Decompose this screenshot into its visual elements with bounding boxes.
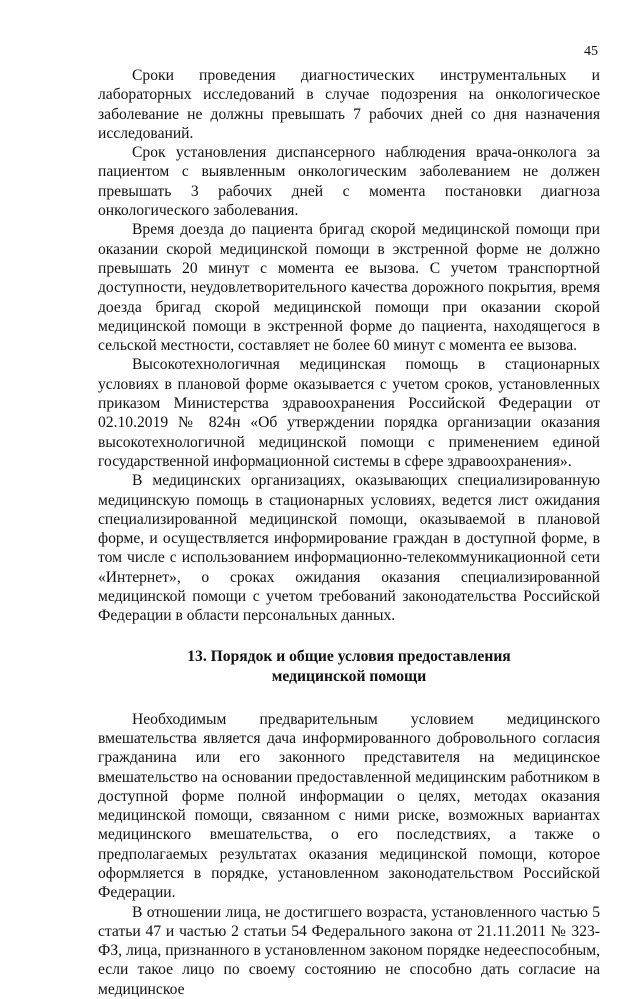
paragraph-ambulance-arrival-time: Время доезда до пациента бригад скорой медицинской помощи при оказании скорой медицинской помощи в экстренной форме не должно превышать 20 минут с момента ее вызова. С учетом транспортной доступности, неудовлетворительного качества дорожного покрытия, время доезда бригад скорой медицинской помощи при оказании скорой медицинской помощи в экстренной форме до пациента, находящегося в сельской местности, составляет не более 60 минут с момента ее вызова. xyxy=(98,221,600,355)
paragraph-diagnostic-terms: Сроки проведения диагностических инструментальных и лабораторных исследований в случае подозрения на онкологическое заболевание не должны превышать 7 рабочих дней со дня назначения исследований. xyxy=(98,67,600,142)
document-body xyxy=(98,66,600,999)
paragraph-informed-consent: Необходимым предварительным условием медицинского вмешательства является дача информированного добровольного согласия гражданина или его законного представителя на медицинское вмешательство на основании предоставленной медицинским работником в доступной форме полной информации о целях, методах оказания медицинской помощи, связанном с ними риске, возможных вариантах медицинского вмешательства, о его последствиях, а также о предполагаемых результатах оказания медицинской помощи, которое оформляется в порядке, установленном законодательством Российской Федерации. xyxy=(98,710,600,902)
page-number: 45 xyxy=(584,44,598,59)
paragraph-minors-consent: В отношении лица, не достигшего возраста, установленного частью 5 статьи 47 и частью 2 статьи 54 Федерального закона от 21.11.2011 № 323-ФЗ, лица, признанного в установленном законом порядке недееспособным, если такое лицо по своему состоянию не способно дать согласие на медицинское xyxy=(98,903,600,998)
section-heading xyxy=(98,647,600,687)
section-heading-line-1: 13. Порядок и общие условия предоставления xyxy=(187,647,511,665)
paragraph-waiting-list: В медицинских организациях, оказывающих специализированную медицинскую помощь в стационарных условиях, ведется лист ожидания специализированной медицинской помощи, оказываемой в плановой форме, и осуществляется информирование граждан в доступной форме, в том числе с использованием информационно-телекоммуникационной сети «Интернет», о сроках ожидания оказания специализированной медицинской помощи с учетом требований законодательства Российской Федерации в области персональных данных. xyxy=(98,472,600,625)
section-heading-line-2: медицинской помощи xyxy=(271,667,427,685)
paragraph-high-tech-care: Высокотехнологичная медицинская помощь в стационарных условиях в плановой форме оказывается с учетом сроков, установленных приказом Министерства здравоохранения Российской Федерации от 02.10.2019 № 824н «Об утверждении порядка организации оказания высокотехнологичной медицинской помощи с применением единой государственной информационной системы в сфере здравоохранения». xyxy=(98,356,600,470)
paragraph-dispensary-observation: Срок установления диспансерного наблюдения врача-онколога за пациентом с выявленным онкологическим заболеванием не должен превышать 3 рабочих дней с момента постановки диагноза онкологического заболевания. xyxy=(98,144,600,220)
